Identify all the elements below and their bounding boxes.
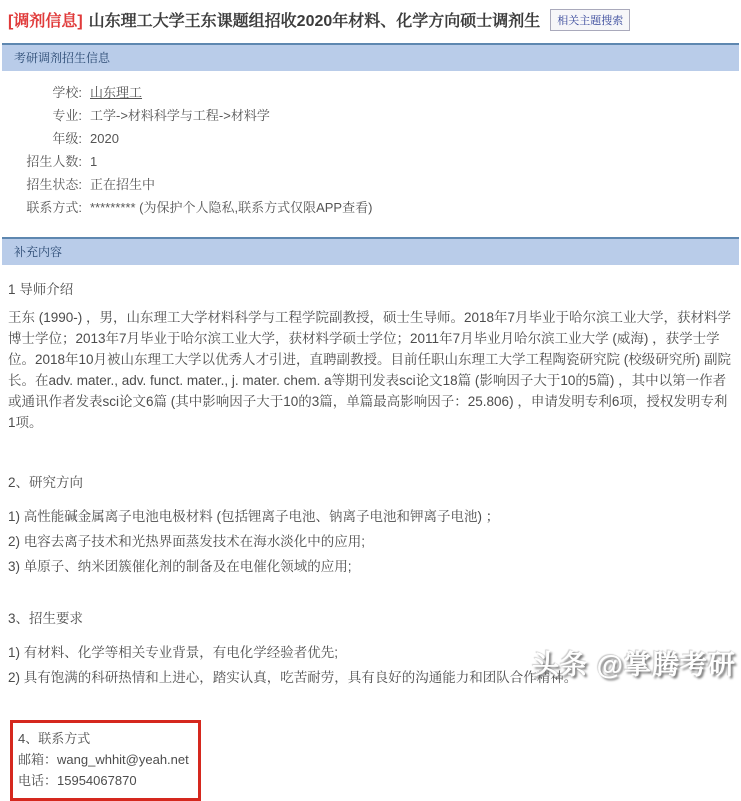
research-item: 2) 电容去离子技术和光热界面蒸发技术在海水淡化中的应用; — [8, 534, 366, 549]
major-label: 专业: — [52, 108, 82, 123]
research-item: 3) 单原子、纳米团簇催化剂的制备及在电催化领域的应用; — [8, 559, 352, 574]
requirement-item: 1) 有材料、化学等相关专业背景，有电化学经验者优先; — [8, 645, 339, 660]
related-topic-search-button[interactable]: 相关主题搜索 — [550, 9, 630, 31]
field-row-quota — [0, 150, 741, 173]
admission-requirements-heading: 3、招生要求 — [8, 611, 84, 626]
contact-email-line — [18, 749, 189, 770]
contact-highlight-box — [10, 720, 201, 801]
contact-label: 联系方式: — [26, 200, 82, 215]
advisor-intro-heading: 1 导师介绍 — [8, 282, 74, 297]
post-title: 山东理工大学王东课题组招收2020年材料、化学方向硕士调剂生 — [88, 13, 541, 30]
contact-heading: 4、联系方式 — [18, 731, 91, 746]
research-directions-heading: 2、研究方向 — [8, 475, 84, 490]
supplement-content — [0, 280, 741, 801]
field-row-status — [0, 173, 741, 196]
school-link[interactable]: 山东理工 — [90, 85, 143, 100]
quota-value: 1 — [90, 154, 98, 169]
research-item: 1) 高性能碱金属离子电池电极材料 (包括锂离子电池、钠离子电池和钾离子电池) ； — [8, 509, 500, 524]
grade-label: 年级: — [52, 131, 82, 146]
post-category-tag: [调剂信息] — [8, 13, 83, 30]
status-value: 正在招生中 — [90, 177, 156, 192]
field-row-contact — [0, 196, 741, 219]
field-row-school — [0, 81, 741, 104]
contact-masked-value: ********* (为保护个人隐私,联系方式仅限APP查看) — [90, 200, 373, 215]
email-label: 邮箱： — [18, 752, 58, 767]
status-label: 招生状态: — [26, 177, 82, 192]
requirement-item: 2) 具有饱满的科研热情和上进心，踏实认真，吃苦耐劳，具有良好的沟通能力和团队合作精神。 — [8, 670, 578, 685]
field-row-grade — [0, 127, 741, 150]
grade-value: 2020 — [90, 131, 119, 146]
quota-label: 招生人数: — [26, 154, 82, 169]
field-row-major — [0, 104, 741, 127]
major-value: 工学->材料科学与工程->材料学 — [90, 108, 270, 123]
phone-value: 15954067870 — [57, 773, 137, 788]
info-section-bar: 考研调剂招生信息 — [2, 43, 739, 71]
admission-requirements-list — [8, 640, 733, 690]
contact-phone-line — [18, 770, 189, 791]
school-label: 学校: — [52, 85, 82, 100]
research-directions-list — [8, 504, 733, 579]
watermark: 头条 @掌腾考研 — [532, 650, 736, 680]
supplement-section-bar: 补充内容 — [2, 237, 739, 265]
email-value: wang_whhit@yeah.net — [57, 752, 189, 767]
post-header — [0, 0, 741, 35]
advisor-intro-text: 王东 (1990-) ，男，山东理工大学材料科学与工程学院副教授，硕士生导师。2018年7月毕业于哈尔滨工业大学，获材料学博士学位；2013年7月毕业于哈尔滨工业大学，获材料学硕士学位；2011年7月毕业月哈尔滨工业大学 (威海) ，获学士学位。2018年10月被山东理工大学以优秀人才引进，直聘副教授。目前任职山东理工大学工程陶瓷研究院 (校级研究所) 副院长。在adv. mater., adv. funct. mater., j. mater. chem. a等期刊发表sci论文18篇 (影响因子大于10的5篇) ，其中以第一作者或通讯作者发表sci论文6篇 (其中影响因子大于10的3篇，单篇最高影响因子：25.806) ，申请发明专利6项，授权发明专利1项。 — [8, 310, 732, 430]
phone-label: 电话： — [18, 773, 58, 788]
info-fields — [0, 81, 741, 219]
